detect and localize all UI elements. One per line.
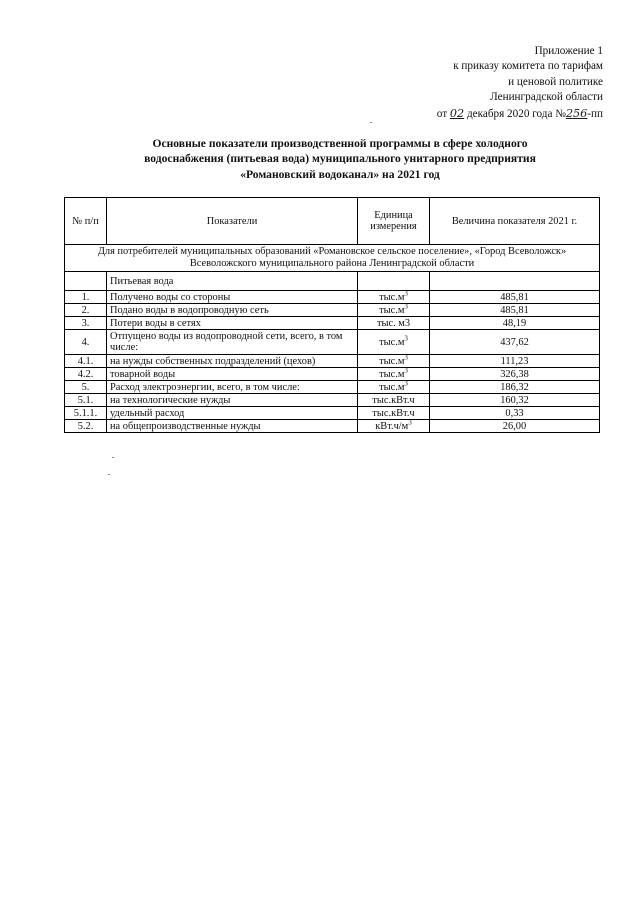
unit-sup: 3 [404, 302, 408, 311]
row-label: на общепроизводственные нужды [107, 420, 358, 433]
table-row [65, 330, 600, 355]
subsection-empty-value [430, 272, 600, 291]
section-row [65, 245, 600, 272]
row-num: 5.1.1. [65, 407, 107, 420]
unit-sup: 3 [408, 418, 412, 427]
table-header-row [65, 198, 600, 245]
row-label: Потери воды в сетях [107, 317, 358, 330]
table-row [65, 317, 600, 330]
date-mid: декабря 2020 года № [466, 107, 566, 120]
row-value: 485,81 [430, 304, 600, 317]
row-label: Расход электроэнергии, всего, в том числе: [107, 381, 358, 394]
unit-sup: 3 [404, 366, 408, 375]
row-value: 0,33 [430, 407, 600, 420]
unit-text: тыс.м [379, 381, 405, 393]
row-value: 485,81 [430, 291, 600, 304]
subsection-label: Питьевая вода [107, 272, 358, 291]
unit-text: тыс. м3 [376, 317, 411, 329]
unit-text: тыс.м [379, 304, 405, 316]
appendix-line-1: Приложение 1 [534, 45, 603, 57]
unit-sup: 3 [404, 289, 408, 298]
order-suffix: -пп [587, 107, 603, 120]
row-unit [358, 291, 430, 304]
document-title [100, 136, 580, 182]
row-num: 5. [65, 381, 107, 394]
row-unit [358, 407, 430, 420]
header-indicator: Показатели [107, 198, 358, 245]
unit-text: тыс.кВт.ч [372, 394, 415, 406]
row-label: Подано воды в водопроводную сеть [107, 304, 358, 317]
row-num: 2. [65, 304, 107, 317]
row-value: 326,38 [430, 368, 600, 381]
row-unit [358, 381, 430, 394]
row-unit [358, 330, 430, 355]
row-num: 4.1. [65, 355, 107, 368]
row-num: 4. [65, 330, 107, 355]
section-cell: Для потребителей муниципальных образований «Романовское сельское поселение», «Город Всеволожск» Всеволожского муниципального района Ленинградской области [65, 245, 600, 272]
appendix-line-2: к приказу комитета по тарифам [453, 60, 603, 73]
table-row [65, 381, 600, 394]
subsection-row [65, 272, 600, 291]
row-label: на нужды собственных подразделений (цехов) [107, 355, 358, 368]
scan-speck [112, 457, 114, 458]
row-unit [358, 368, 430, 381]
title-line-1: Основные показатели производственной программы в сфере холодного [152, 137, 528, 150]
row-num: 5.1. [65, 394, 107, 407]
unit-sup: 3 [404, 379, 408, 388]
row-unit [358, 317, 430, 330]
table-row [65, 304, 600, 317]
row-unit [358, 394, 430, 407]
unit-text: кВт.ч/м [375, 420, 409, 432]
unit-text: тыс.м [379, 291, 405, 303]
row-label: на технологические нужды [107, 394, 358, 407]
unit-text: тыс.м [379, 368, 405, 380]
row-num: 1. [65, 291, 107, 304]
row-value: 186,32 [430, 381, 600, 394]
appendix-line-4: Ленинградской области [490, 91, 603, 104]
header-unit: Единица измерения [358, 198, 430, 245]
row-num: 4.2. [65, 368, 107, 381]
row-value: 26,00 [430, 420, 600, 433]
unit-sup: 3 [404, 334, 408, 343]
row-label: Получено воды со стороны [107, 291, 358, 304]
appendix-date-line [437, 106, 603, 122]
subsection-empty-num [65, 272, 107, 291]
indicators-table [64, 197, 600, 433]
row-value: 48,19 [430, 317, 600, 330]
unit-text: тыс.м [379, 355, 405, 367]
row-num: 5.2. [65, 420, 107, 433]
row-value: 111,23 [430, 355, 600, 368]
date-day-handwritten: 02 [449, 106, 465, 120]
unit-text: тыс.м [379, 336, 405, 348]
table-row [65, 368, 600, 381]
row-label: товарной воды [107, 368, 358, 381]
table-row [65, 291, 600, 304]
row-label: Отпущено воды из водопроводной сети, всего, в том числе: [107, 330, 358, 355]
table-row [65, 407, 600, 420]
unit-text: тыс.кВт.ч [372, 407, 415, 419]
subsection-empty-unit [358, 272, 430, 291]
row-unit [358, 304, 430, 317]
appendix-line-3: и ценовой политике [508, 75, 603, 88]
table-row [65, 420, 600, 433]
row-value: 437,62 [430, 330, 600, 355]
title-line-3: «Романовский водоканал» на 2021 год [240, 167, 440, 181]
table-row [65, 355, 600, 368]
row-num: 3. [65, 317, 107, 330]
row-unit [358, 355, 430, 368]
header-num: № п/п [65, 198, 107, 245]
date-prefix: от [436, 107, 448, 120]
title-line-2: водоснабжения (питьевая вода) муниципального унитарного предприятия [144, 152, 536, 166]
order-number-handwritten: 256 [565, 106, 588, 120]
row-unit [358, 420, 430, 433]
scan-speck [108, 474, 110, 475]
row-label: удельный расход [107, 407, 358, 420]
scan-speck [370, 122, 372, 123]
header-value: Величина показателя 2021 г. [430, 198, 600, 245]
appendix-block [437, 44, 603, 122]
unit-sup: 3 [404, 353, 408, 362]
table-row [65, 394, 600, 407]
row-value: 160,32 [430, 394, 600, 407]
